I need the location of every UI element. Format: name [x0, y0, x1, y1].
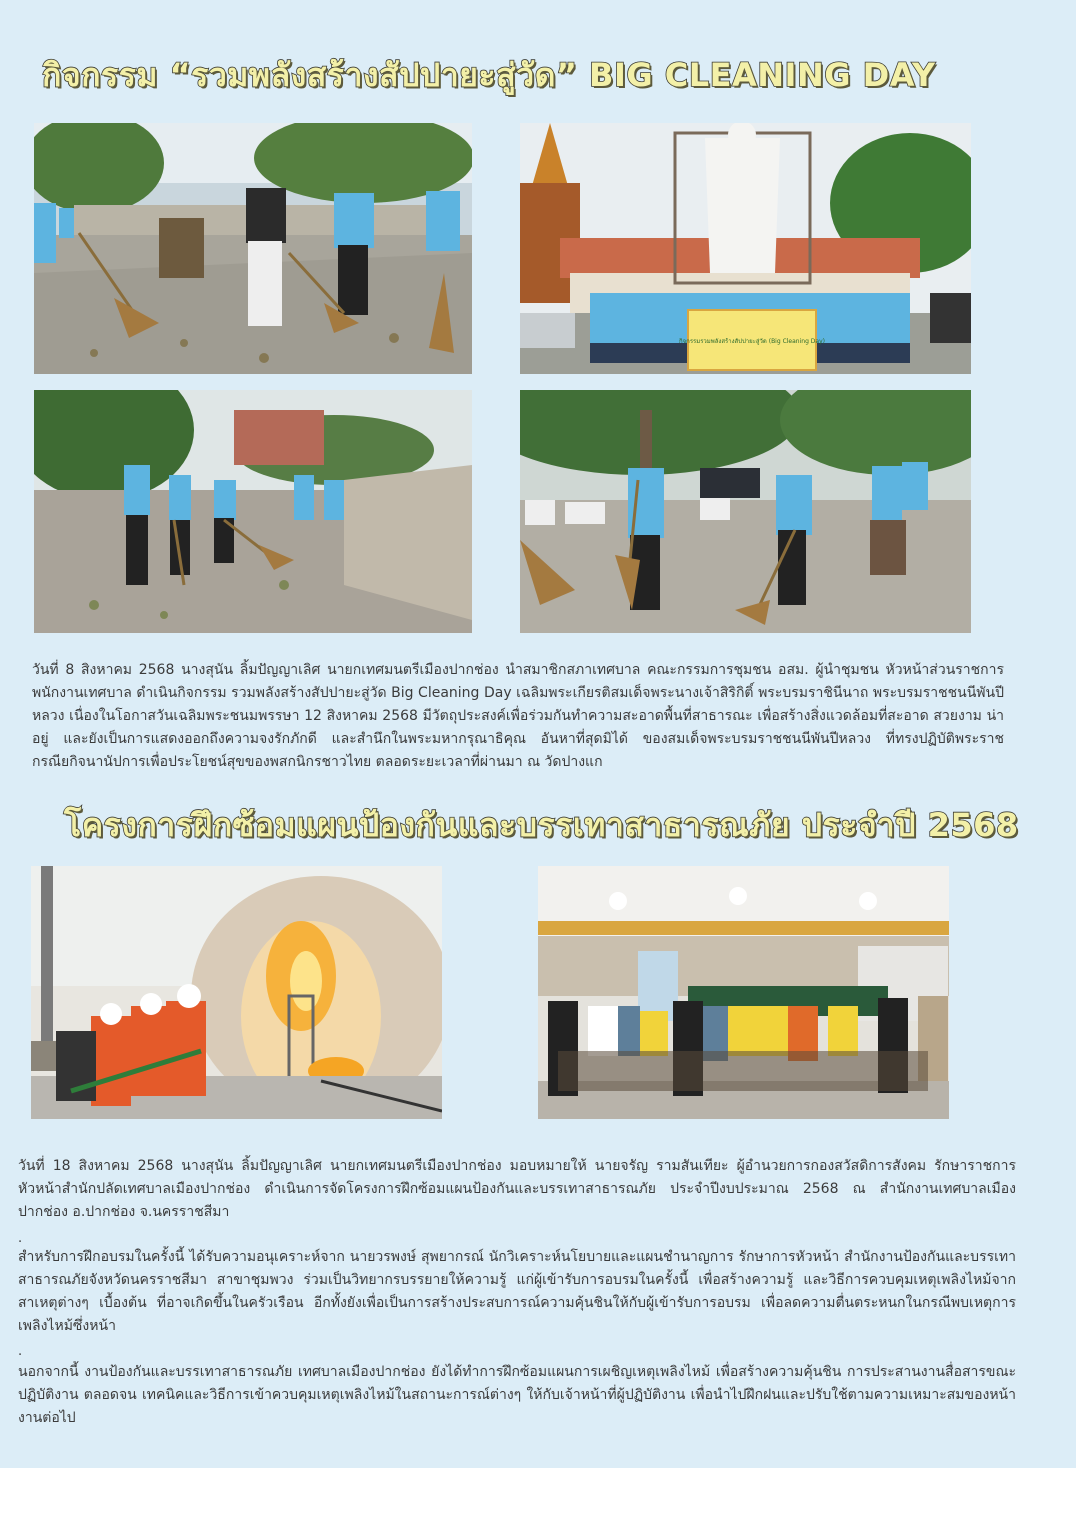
section-2-body-3: นอกจากนี้ งานป้องกันและบรรเทาสาธารณภัย เทศบาลเมืองปากช่อง ยังได้ทำการฝึกซ้อมแผนการเผชิญเหตุเพลิงไหม้ เพื่อสร้างความคุ้นชิน การประสานงานสื่อสารขณะปฏิบัติงาน ตลอดจน เทคนิคและวิธีการเข้าควบคุมเหตุเพลิงไหม้ในสถานะการณ์ต่างๆ ให้กับเจ้าหน้าที่ผู้ปฏิบัติงาน เพื่อนำไปฝึกฝนและปรับใช้ตามความเหมาะสมของหน้างานต่อไป	[18, 1364, 1016, 1426]
section-1-body: วันที่ 8 สิงหาคม 2568 นางสุนัน ลิ้มปัญญาเลิศ นายกเทศมนตรีเมืองปากช่อง นำสมาชิกสภาเทศบาล คณะกรรมการชุมชน อสม. ผู้นำชุมชน หัวหน้าส่วนราชการ พนักงานเทศบาล ดำเนินกิจกรรม รวมพลังสร้างสัปปายะสู่วัด Big Cleaning Day เฉลิมพระเกียรติสมเด็จพระนางเจ้าสิริกิติ์ พระบรมราชินีนาถ พระบรมราชชนนีพันปีหลวง เนื่องในโอกาสวันเฉลิมพระชนมพรรษา 12 สิงหาคม 2568 มีวัตถุประสงค์เพื่อร่วมกันทำความสะอาดพื้นที่สาธารณะ เพื่อสร้างสิ่งแวดล้อมที่สะอาด สวยงาม น่าอยู่ และยังเป็นการแสดงออกถึงความจงรักภักดี และสำนึกในพระมหากรุณาธิคุณ อันหาที่สุดมิได้ ของสมเด็จพระบรมราชชนนีพันปีหลวง ที่ทรงปฏิบัติพระราชกรณียกิจนานัปการเพื่อประโยชน์สุขของพสกนิกรชาวไทย ตลอดระยะเวลาที่ผ่านมา ณ วัดปางแก	[32, 662, 1004, 770]
section-2-body-2: สำหรับการฝึกอบรมในครั้งนี้ ได้รับความอนุเคราะห์จาก นายวรพงษ์ สุพยากรณ์ นักวิเคราะห์นโยบายและแผนชำนาญการ รักษาการหัวหน้า สำนักงานป้องกันและบรรเทาสาธารณภัยจังหวัดนครราชสีมา สาขาชุมพวง ร่วมเป็นวิทยากรบรรยายให้ความรู้ แก่ผู้เข้ารับการอบรมในครั้งนี้ เพื่อสร้างความรู้ และวิธีการควบคุมเหตุเพลิงไหม้จากสาเหตุต่างๆ เบื้องต้น ที่อาจเกิดขึ้นในครัวเรือน อีกทั้งยังเพื่อเป็นการสร้างประสบการณ์ความคุ้นชินให้กับผู้เข้ารับการอบรม เพื่อลดความตื่นตระหนกในกรณีพบเหตุการเพลิงไหม้ซึ่งหน้า	[18, 1249, 1016, 1334]
photo-group-at-temple	[520, 123, 971, 374]
photo-training-group	[538, 866, 949, 1119]
banner-text: กิจกรรมรวมพลังสร้างสัปปายะสู่วัด (Big Cleaning Day)	[679, 338, 825, 345]
photo-sweeping-roadside	[34, 390, 472, 633]
section-1-title: กิจกรรม “รวมพลังสร้างสัปปายะสู่วัด” BIG CLEANING DAY	[42, 56, 936, 94]
paragraph-separator-1: .	[18, 1231, 23, 1246]
photo-sweeping-courtyard	[34, 123, 472, 374]
section-2-title: โครงการฝึกซ้อมแผนป้องกันและบรรเทาสาธารณภัย ประจำปี 2568	[64, 806, 1019, 844]
photo-sweeping-under-trees	[520, 390, 971, 633]
photo-fire-drill	[31, 866, 442, 1119]
paragraph-separator-2: .	[18, 1344, 23, 1359]
section-2-body-1: วันที่ 18 สิงหาคม 2568 นางสุนัน ลิ้มปัญญาเลิศ นายกเทศมนตรีเมืองปากช่อง มอบหมายให้ นายจรัญ รามสันเทียะ ผู้อำนวยการกองสวัสดิการสังคม รักษาราชการหัวหน้าสำนักปลัดเทศบาลเมืองปากช่อง ดำเนินการจัดโครงการฝึกซ้อมแผนป้องกันและบรรเทาสาธารณภัย ประจำปีงบประมาณ 2568 ณ สำนักงานเทศบาลเมืองปากช่อง อ.ปากช่อง จ.นครราชสีมา	[18, 1158, 1016, 1220]
